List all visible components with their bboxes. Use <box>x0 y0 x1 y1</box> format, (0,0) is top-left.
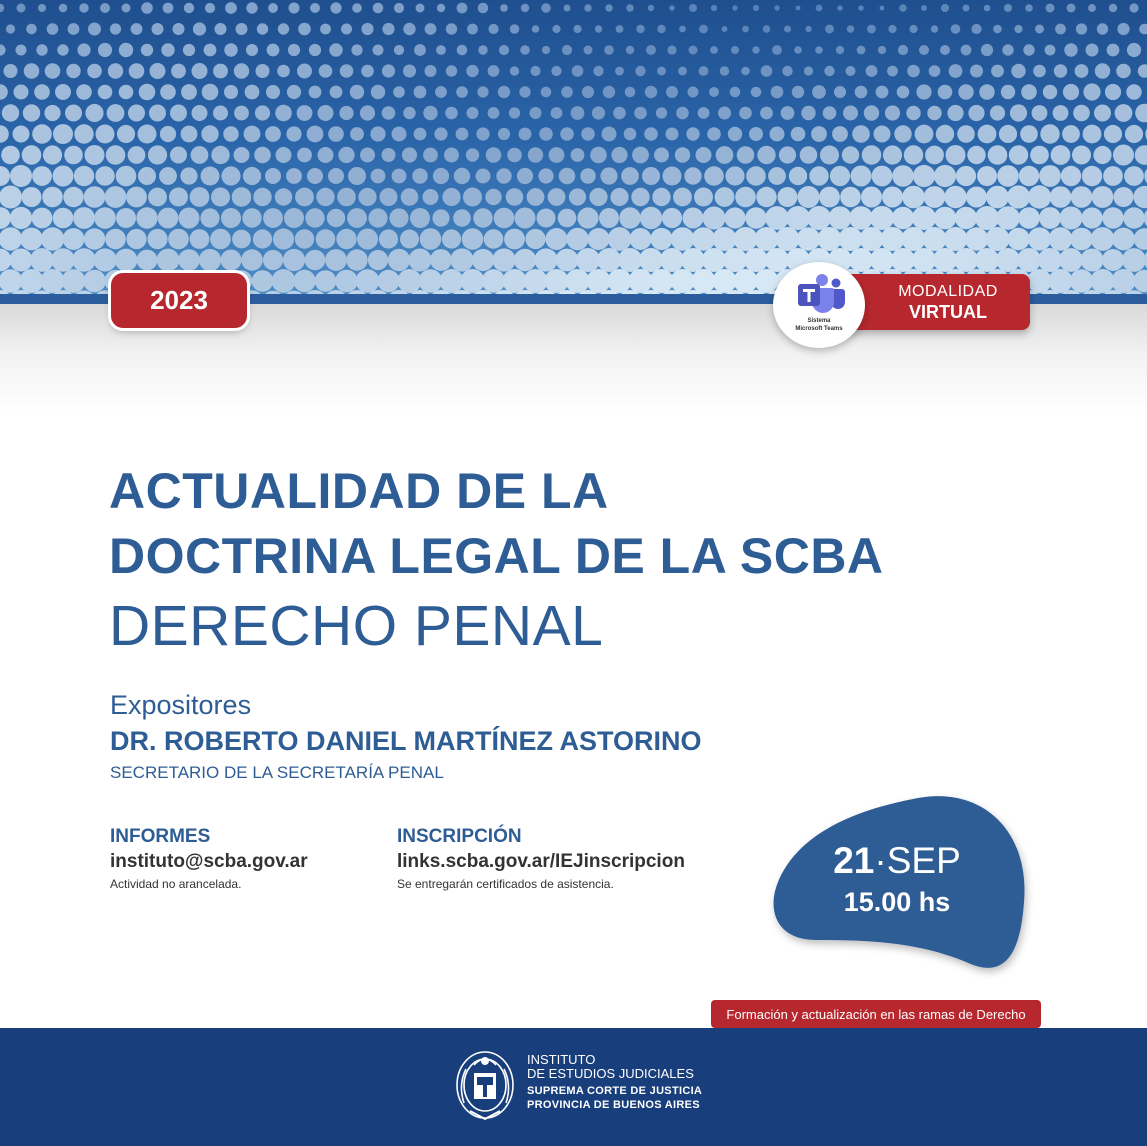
teams-caption-line1: Sistema <box>807 318 831 324</box>
inscripcion-link[interactable]: links.scba.gov.ar/IEJinscripcion <box>397 851 685 872</box>
inscripcion-heading: INSCRIPCIÓN <box>397 826 522 847</box>
teams-caption-line2: Microsoft Teams <box>795 326 843 332</box>
inscripcion-note: Se entregarán certificados de asistencia. <box>397 877 614 891</box>
institutional-crest-icon <box>452 1043 518 1123</box>
modality-badge <box>838 274 1030 330</box>
org-name-line4: PROVINCIA DE BUENOS AIRES <box>527 1099 700 1111</box>
event-month: SEP <box>886 840 961 881</box>
speakers-label: Expositores <box>110 690 252 720</box>
org-name-line3: SUPREMA CORTE DE JUSTICIA <box>527 1085 703 1097</box>
modality-value: VIRTUAL <box>909 302 987 322</box>
modality-label: MODALIDAD <box>898 283 998 300</box>
informes-heading: INFORMES <box>110 826 211 847</box>
title-subtitle: DERECHO PENAL <box>109 594 604 658</box>
dot-pattern <box>0 0 1147 300</box>
dotted-pattern-banner <box>0 0 1147 300</box>
speaker-name: DR. ROBERTO DANIEL MARTÍNEZ ASTORINO <box>110 726 702 756</box>
teams-badge <box>773 262 865 348</box>
speaker-role: SECRETARIO DE LA SECRETARÍA PENAL <box>110 763 444 782</box>
org-name-line2: DE ESTUDIOS JUDICIALES <box>527 1066 694 1081</box>
tagline-badge: Formación y actualización en las ramas de Derecho <box>711 1000 1041 1028</box>
event-time: 15.00 hs <box>843 887 951 917</box>
event-day: 21 <box>833 840 875 881</box>
event-date-separator: · <box>874 840 887 881</box>
informes-email-link[interactable]: instituto@scba.gov.ar <box>110 851 308 872</box>
informes-note: Actividad no arancelada. <box>110 877 242 891</box>
title-line1: ACTUALIDAD DE LA <box>109 463 609 519</box>
year-badge: 2023 <box>111 273 247 328</box>
microsoft-teams-icon <box>792 272 846 316</box>
title-line2: DOCTRINA LEGAL DE LA SCBA <box>109 528 884 584</box>
org-name-line1: INSTITUTO <box>527 1052 596 1067</box>
event-date <box>812 840 982 882</box>
